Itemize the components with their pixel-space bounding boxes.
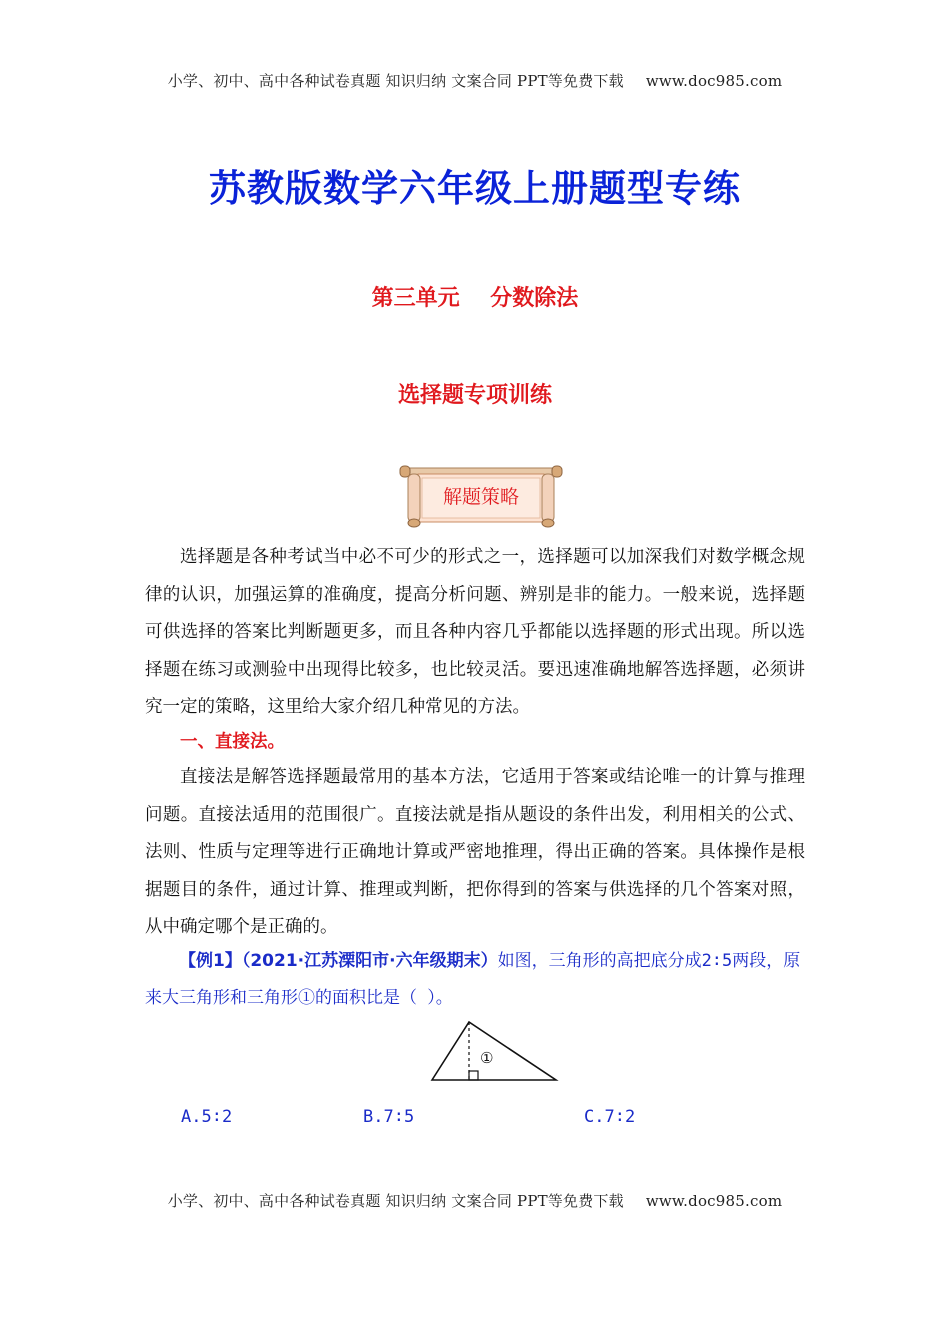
footer-site-link[interactable]: www.doc985.com: [645, 1192, 783, 1210]
example-label: 【例1】: [179, 951, 242, 971]
footer-text: 小学、初中、高中各种试卷真题 知识归纳 文案合同 PPT等免费下载: [167, 1192, 624, 1210]
method-paragraph: 直接法是解答选择题最常用的基本方法，它适用于答案或结论唯一的计算与推理问题。直接法适用的范围很广。直接法就是指从题设的条件出发，利用相关的公式、法则、性质与定理等进行正确地计算或严密地推理，得出正确的答案。具体操作是根据题目的条件，通过计算、推理或判断，把你得到的答案与供选择的几个答案对照，从中确定哪个是正确的。: [145, 767, 805, 937]
strategy-banner: [398, 462, 564, 530]
unit-title: 第三单元 分数除法: [371, 286, 579, 311]
header-site-link[interactable]: www.doc985.com: [645, 72, 783, 90]
region-one-label: ①: [480, 1049, 494, 1067]
option-a[interactable]: A.5∶2: [181, 1107, 233, 1127]
option-c[interactable]: C.7∶2: [584, 1107, 636, 1127]
triangle-diagram: [428, 1018, 560, 1084]
method-heading: 一、直接法。: [180, 732, 285, 752]
header-text: 小学、初中、高中各种试卷真题 知识归纳 文案合同 PPT等免费下载: [167, 72, 624, 90]
example-source: （2021·江苏溧阳市·六年级期末）: [241, 951, 498, 971]
option-b[interactable]: B.7∶5: [363, 1107, 415, 1127]
page-footer: [0, 1190, 950, 1211]
triangle-outline: [432, 1022, 556, 1080]
example-question-text: 如图，三角形的高把底分成2∶5两段，原来大三角形和三角形①的面积比是（ ）。: [145, 951, 801, 1008]
section-title: 选择题专项训练: [397, 383, 552, 408]
strategy-banner-label: 解题策略: [442, 486, 519, 508]
right-angle-mark: [469, 1071, 478, 1080]
triangle-figure: [428, 1018, 560, 1084]
page-header: [0, 70, 950, 91]
intro-paragraph: 选择题是各种考试当中必不可少的形式之一，选择题可以加深我们对数学概念规律的认识，加强运算的准确度，提高分析问题、辨别是非的能力。一般来说，选择题可供选择的答案比判断题更多，而且各种内容几乎都能以选择题的形式出现。所以选择题在练习或测验中出现得比较多，也比较灵活。要迅速准确地解答选择题，必须讲究一定的策略，这里给大家介绍几种常见的方法。: [145, 547, 805, 717]
example-question: [145, 943, 805, 1017]
document-title: 苏教版数学六年级上册题型专练: [209, 167, 741, 210]
